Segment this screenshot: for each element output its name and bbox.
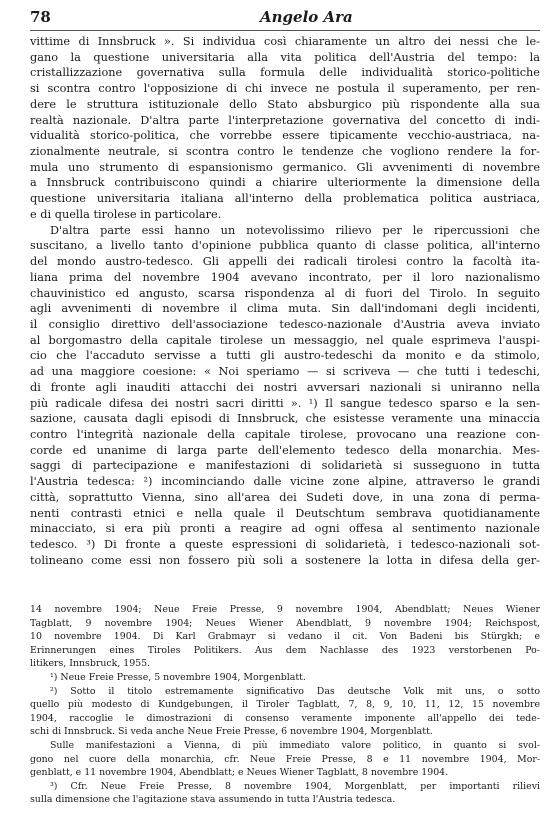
text-line: agli avvenimenti di novembre il clima muta. Sin dall'indomani degli incidenti, (30, 302, 540, 316)
footnote-line: sulla dimensione che l'agitazione stava assumendo in tutta l'Austria tedesca. (30, 794, 396, 806)
running-head: Angelo Ara (260, 8, 353, 26)
footnote-line: quello più modesto di Kundgebungen, il Tiroler Tagblatt, 7, 8, 9, 10, 11, 12, 15 novembre (30, 699, 540, 711)
text-line: del mondo austro-tedesco. Gli appelli dei radicali tirolesi contro la facoltà ita- (30, 255, 540, 269)
footnote-line: gono nel cuore della monarchia, cfr. Neue Freie Presse, 8 e 11 novembre 1904, Mor- (30, 753, 540, 765)
text-line: più radicale difesa dei nostri sacri diritti ». ¹) Il sangue tedesco sparso e la sen- (30, 396, 540, 410)
footnote-line: 1904, raccoglie le dimostrazioni di consenso veramente imponente all'appello dei tede- (30, 712, 540, 724)
text-line: contro l'integrità nazionale della capitale tirolese, provocano una reazione con- (30, 427, 540, 441)
footnote-line: ²) Sotto il titolo estremamente significativo Das deutsche Volk mit uns, o sotto (50, 685, 540, 697)
footnote-line: 14 novembre 1904; Neue Freie Presse, 9 novembre 1904, Abendblatt; Neues Wiener (30, 604, 540, 615)
text-line: vittime di Innsbruck ». Si individua così chiaramente un altro dei nessi che le- (30, 35, 540, 48)
text-line: D'altra parte essi hanno un notevolissimo rilievo per le ripercussioni che (50, 223, 540, 237)
page-header (30, 8, 540, 30)
footnote-line: genblatt, e 11 novembre 1904, Abendblatt; e Neues Wiener Tagblatt, 8 novembre 1904. (30, 767, 449, 779)
footnote-line: Erinnerungen eines Tiroles Politikers. Aus dem Nachlasse des 1923 verstorbenen Po- (30, 644, 540, 656)
text-line: ad una maggiore coesione: « Noi speriamo — si scriveva — che tutti i tedeschi, (30, 365, 540, 379)
text-line: corde ed unanime di larga parte dell'elemento tedesco della monarchia. Mes- (30, 443, 540, 457)
text-line: al borgomastro della capitale tirolese un messaggio, nel quale esprimeva l'auspi- (30, 333, 540, 347)
text-line: tedesco. ³) Di fronte a queste espressioni di solidarietà, i tedesco-nazionali sot- (30, 538, 540, 551)
text-line: a Innsbruck contribuiscono quindi a chiarire ulteriormente la dimensione della (30, 176, 540, 190)
footnote-line: Sulle manifestazioni a Vienna, di più immediato valore politico, in quanto si svol- (50, 739, 540, 751)
text-line: di fronte agli inauditi attacchi dei nostri avversari nazionali si uniranno nella (30, 380, 540, 394)
footnote-line: Tagblatt, 9 novembre 1904; Neues Wiener Abendblatt, 9 novembre 1904; Reichspost, (30, 617, 540, 629)
text-line: liana prima del novembre 1904 avevano incontrato, per il loro nazionalismo (30, 270, 540, 284)
text-line: tolineano come essi non fossero più soli a sostenere la lotta in difesa della ger- (30, 553, 540, 567)
text-line: suscitano, a livello tanto d'opinione pubblica quanto di classe politica, all'interno (30, 239, 540, 253)
text-line: zionalmente neutrale, si scontra contro le tendenze che vogliono rendere la for- (30, 145, 540, 159)
text-line: minacciato, si era più pronti a reagire ad ogni offesa al sentimento nazionale (30, 522, 540, 536)
text-line: e di quella tirolese in particolare. (30, 207, 222, 221)
footnote-line: ³) Cfr. Neue Freie Presse, 8 novembre 1904, Morgenblatt, per importanti rilievi (50, 780, 540, 792)
footnote-line: ¹) Neue Freie Presse, 5 novembre 1904, Morgenblatt. (50, 671, 306, 683)
footnote-line: litikers, Innsbruck, 1955. (30, 658, 151, 670)
text-line: saggi di partecipazione e manifestazioni di solidarietà si susseguono in tutta (30, 459, 540, 473)
footnote-line: schi di Innsbruck. Si veda anche Neue Freie Presse, 6 novembre 1904, Morgenblatt. (30, 726, 433, 738)
text-line: mula uno strumento di espansionismo germanico. Gli avvenimenti di novembre (30, 160, 540, 174)
text-line: dere le struttura istituzionale dello Stato absburgico più rispondente alla sua (30, 97, 540, 111)
text-line: questione universitaria italiana all'interno della problematica politica austriaca, (30, 192, 540, 206)
main-text (30, 34, 540, 568)
footnotes (30, 603, 540, 807)
page-number: 78 (30, 8, 51, 26)
text-line: cio che l'accaduto servisse a tutti gli austro-tedeschi da monito e da stimolo, (30, 349, 540, 363)
text-line: l'Austria tedesca: ²) incominciando dalle vicine zone alpine, attraverso le grandi (30, 475, 540, 489)
text-line: realtà nazionale. D'altra parte l'interpretazione governativa del concetto di indi- (30, 113, 540, 127)
text-line: vidualità storico-politica, che vorrebbe essere tipicamente vecchio-austriaca, na- (30, 129, 540, 143)
text-line: chauvinistico ed angusto, scarsa rispondenza al di fuori del Tirolo. In seguito (30, 286, 540, 300)
text-line: si scontra contro l'opposizione di chi invece ne postula il superamento, per ren- (30, 82, 540, 96)
text-line: sazione, causata dagli episodi di Innsbruck, che esistesse veramente una minaccia (30, 412, 540, 426)
text-line: il consiglio direttivo dell'associazione tedesco-nazionale d'Austria aveva inviato (30, 317, 540, 331)
header-rule (30, 30, 540, 31)
text-line: nenti contrasti etnici e nella quale il Deutschtum sembrava quotidianamente (30, 506, 540, 520)
text-line: cristallizzazione governativa sulla formula delle individualità storico-politiche (30, 66, 540, 80)
footnote-line: 10 novembre 1904. Di Karl Grabmayr si vedano il cit. Von Badeni bis Stürgkh; e (30, 631, 540, 643)
text-line: gano la questione universitaria alla vita politica dell'Austria del tempo: la (30, 50, 540, 64)
text-line: città, soprattutto Vienna, sino all'area dei Sudeti dove, in una zona di perma- (30, 490, 540, 504)
